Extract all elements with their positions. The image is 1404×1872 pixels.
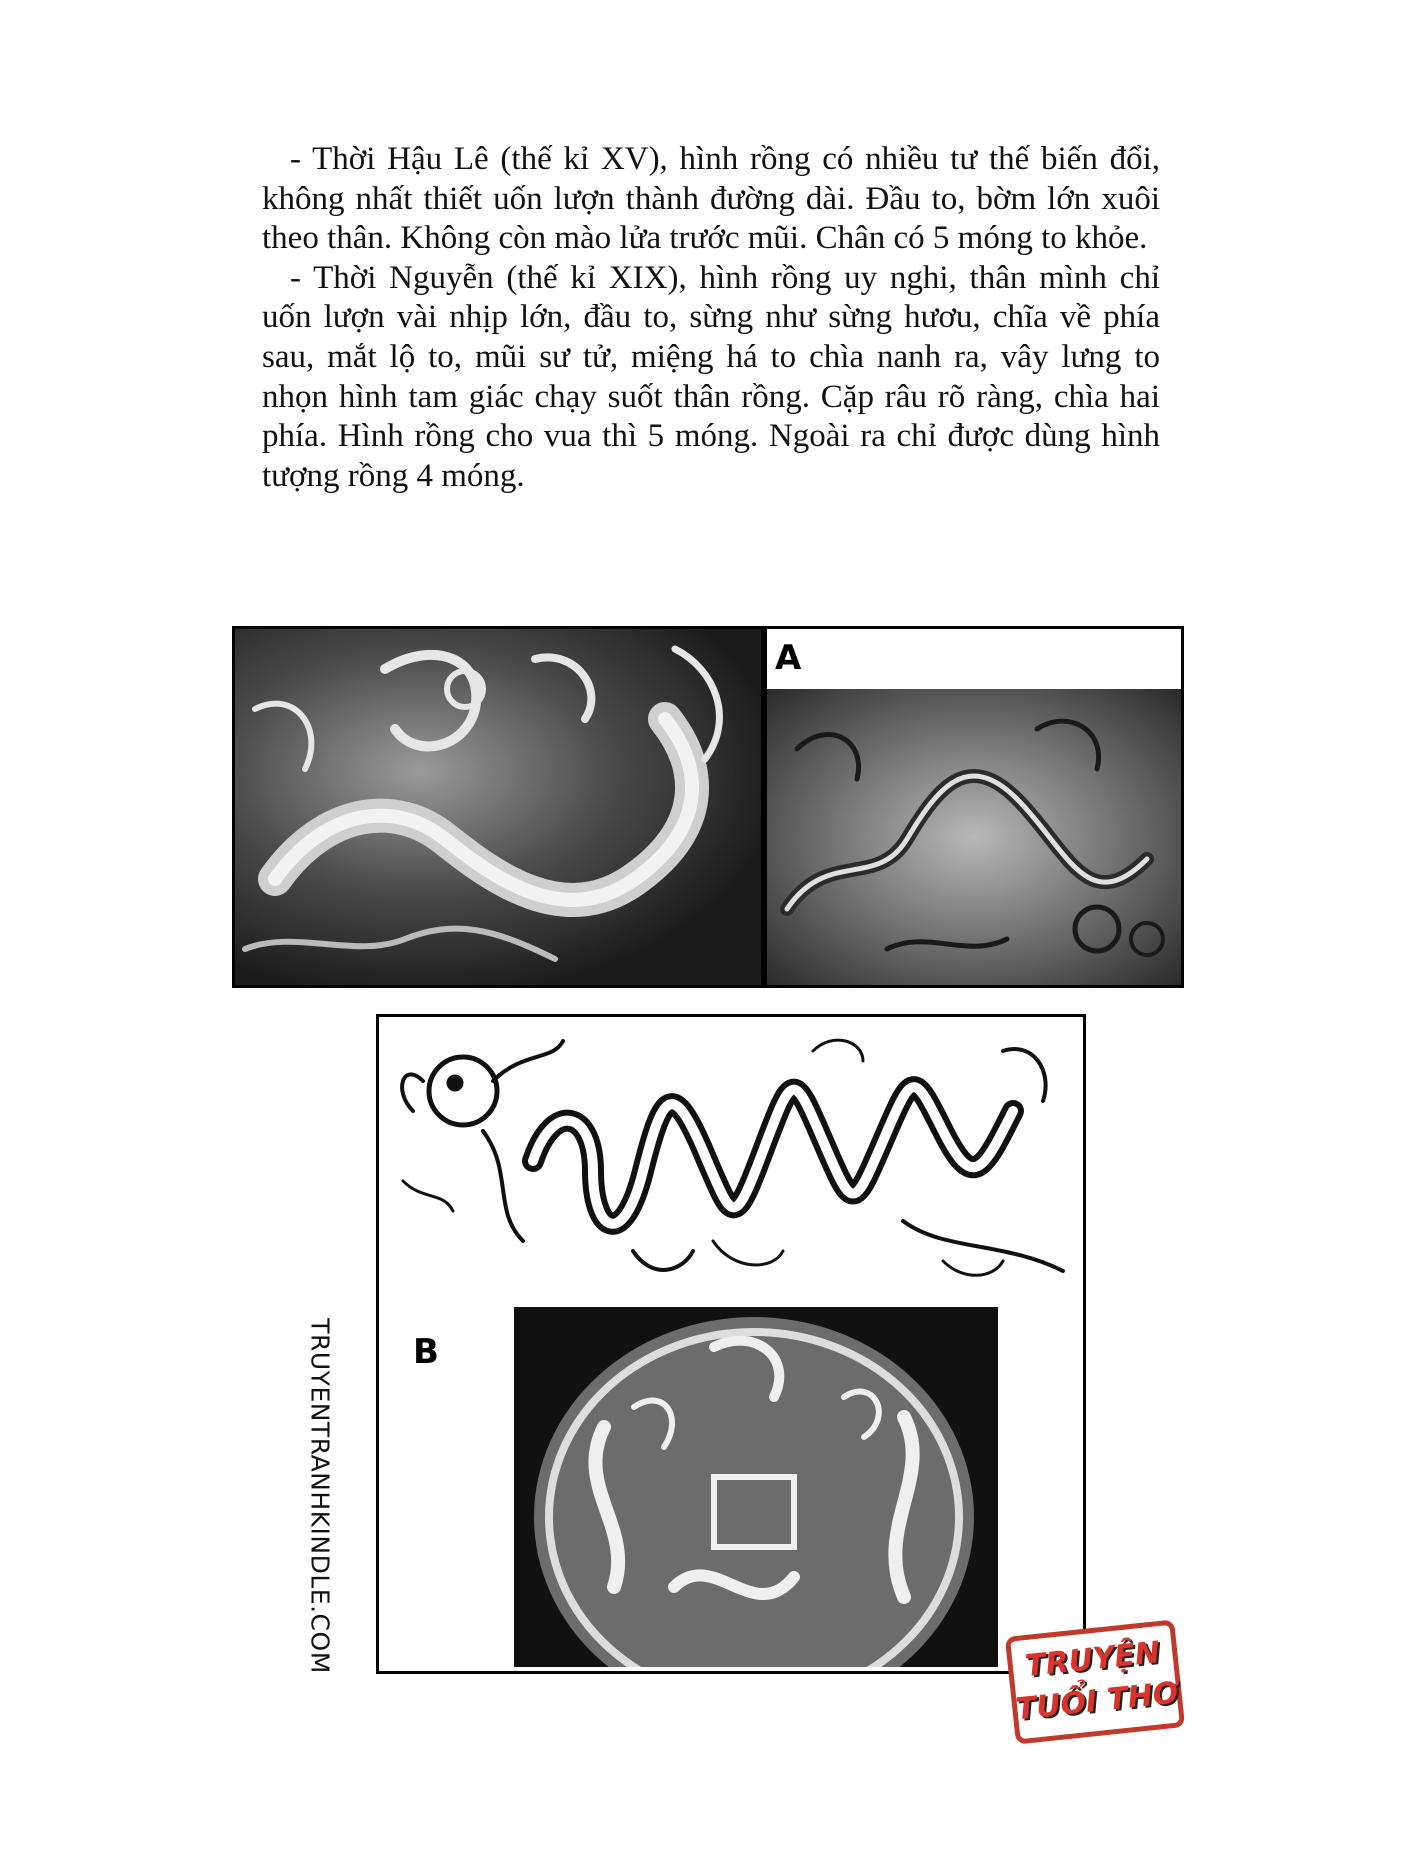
figure-a-label-area [767, 629, 1181, 689]
figure-b [376, 1014, 1086, 1674]
watermark [302, 1320, 338, 1672]
logo-line-1: TRUYỆN [1023, 1635, 1162, 1685]
figure-b-label: B [413, 1332, 439, 1372]
dragon-relief-photo-right [767, 689, 1181, 985]
watermark-text: TRUYENTRANHKINDLE.COM [305, 1318, 335, 1674]
figure-a-label: A [775, 638, 802, 678]
paragraph-hau-le: - Thời Hậu Lê (thế kỉ XV), hình rồng có nhiều tư thế biến đổi, không nhất thiết uốn lượn thành đường dài. Đầu to, bờm lớn xuôi theo thân. Không còn mào lửa trước mũi. Chân có 5 móng to khỏe. [262, 141, 1160, 257]
truyen-tuoi-tho-logo [1005, 1619, 1185, 1744]
logo-line-2: TUỔI THƠ [1014, 1675, 1180, 1728]
dragon-line-drawing [383, 1021, 1079, 1293]
paragraph-nguyen: - Thời Nguyễn (thế kỉ XIX), hình rồng uy nghi, thân mình chỉ uốn lượn vài nhịp lớn, đầu to, sừng như sừng hươu, chĩa về phía sau, mắt lộ to, mũi sư tử, miệng há to chìa nanh ra, vây lưng to nhọn hình tam giác chạy suốt thân rồng. Cặp râu rõ ràng, chìa hai phía. Hình rồng cho vua thì 5 móng. Ngoài ra chỉ được dùng hình tượng rồng 4 móng. [262, 259, 1160, 494]
figure-a [232, 626, 1184, 988]
dragon-relief-photo-left [235, 629, 761, 985]
dragon-medallion-photo [514, 1307, 998, 1667]
body-text [262, 140, 1160, 496]
